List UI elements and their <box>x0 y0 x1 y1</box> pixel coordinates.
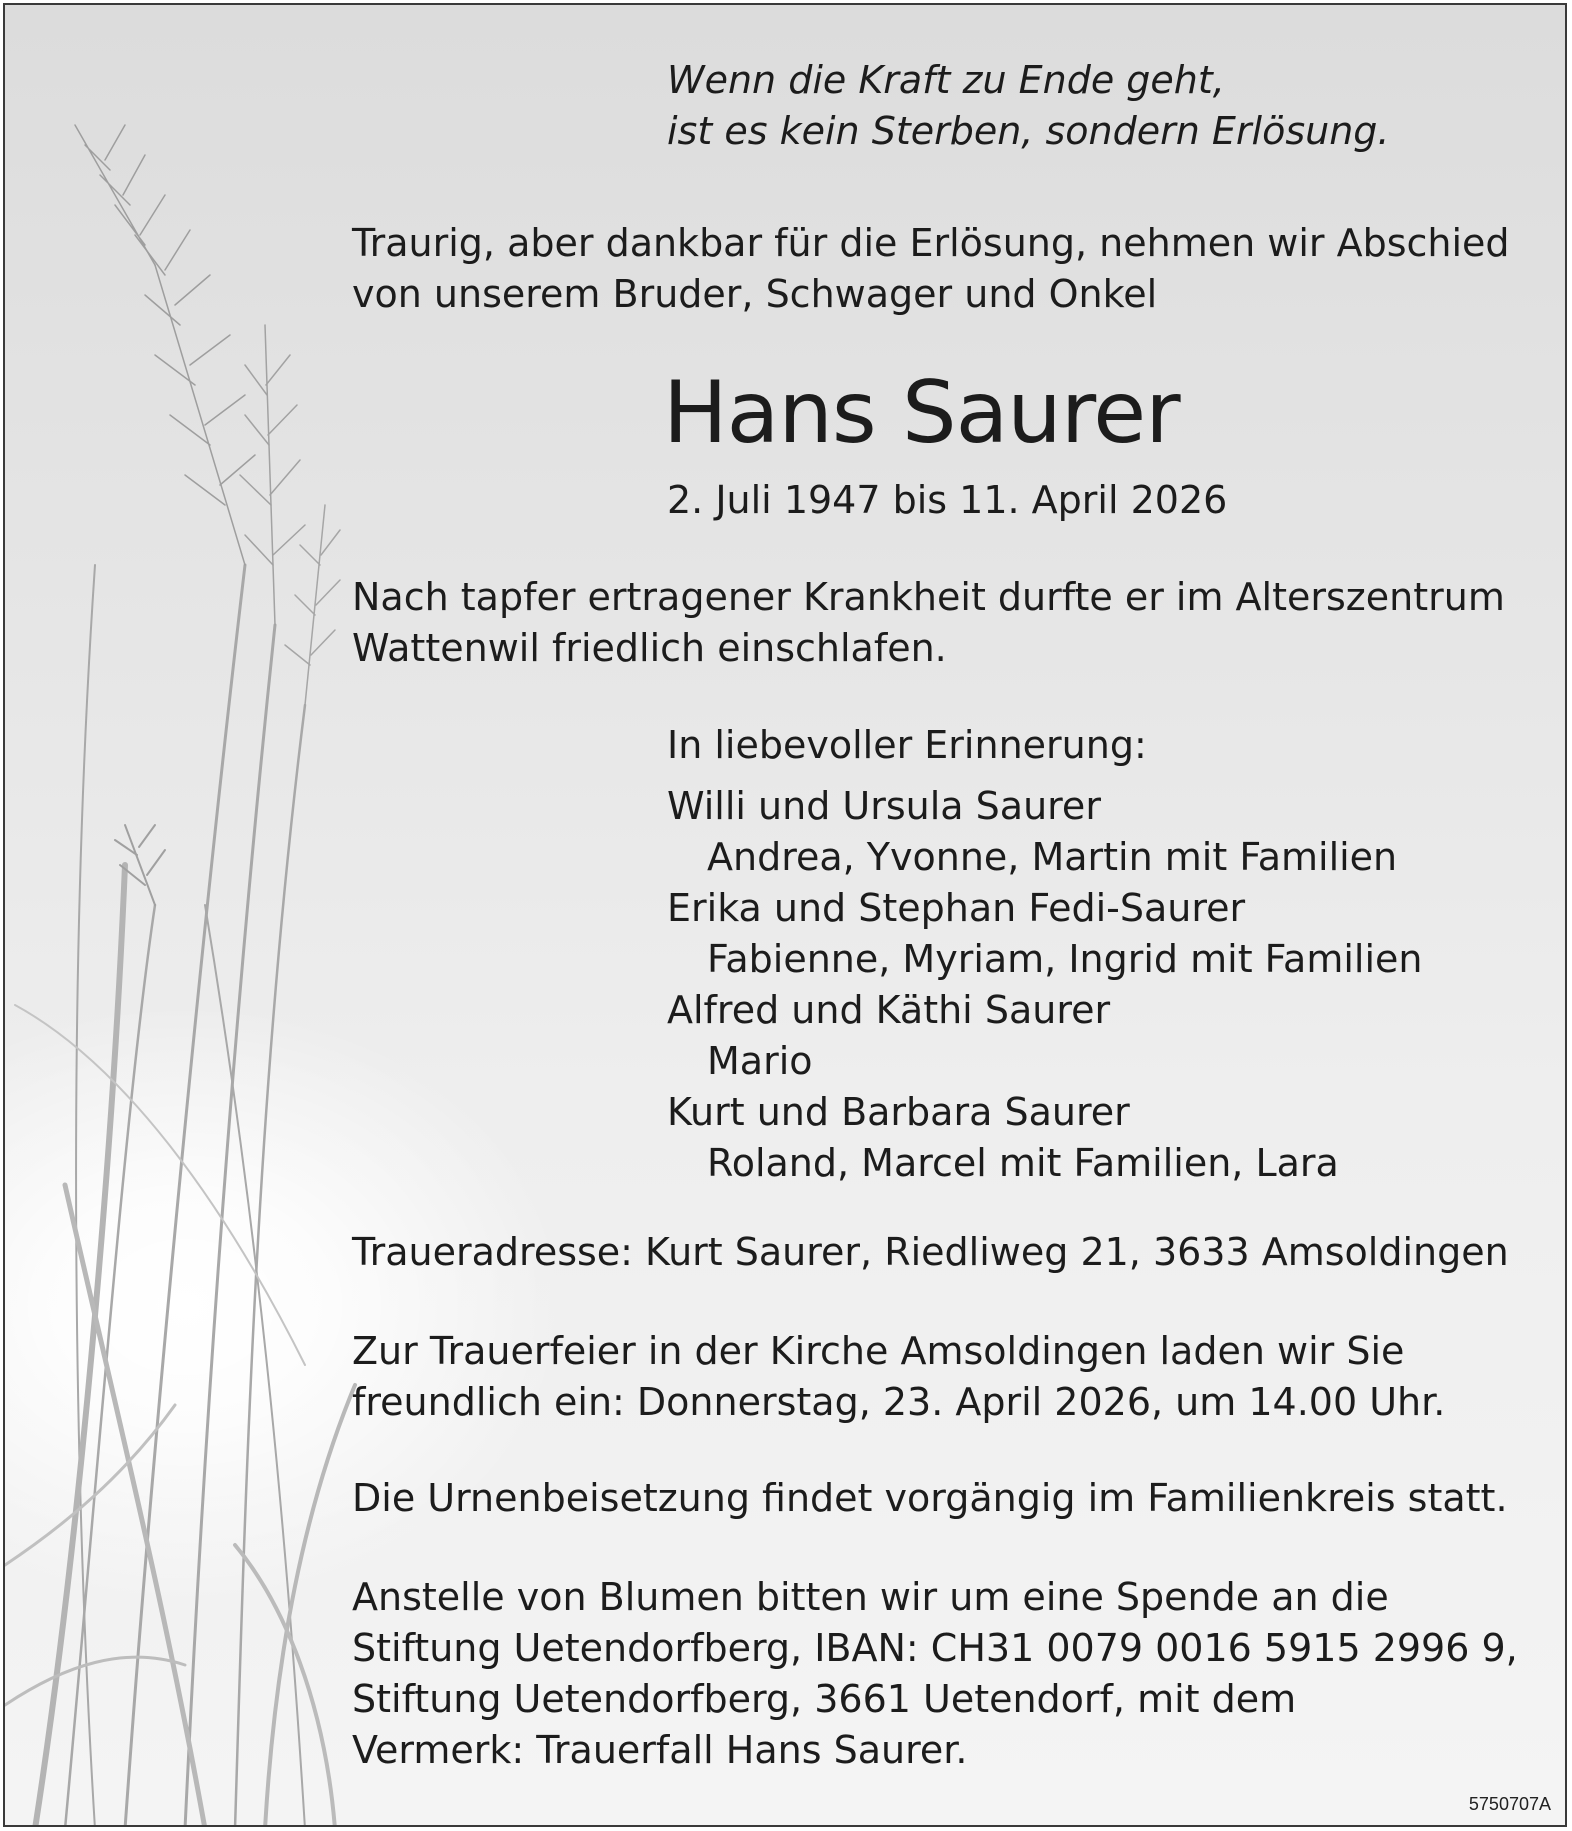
donation-line: Stiftung Uetendorfberg, 3661 Uetendorf, mit dem <box>352 1677 1297 1721</box>
donation-line: Vermerk: Trauerfall Hans Saurer. <box>352 1728 968 1772</box>
family-children: Fabienne, Myriam, Ingrid mit Familien <box>707 937 1423 981</box>
motto-line: ist es kein Sterben, sondern Erlösung. <box>667 109 1390 153</box>
motto <box>667 55 1389 157</box>
service-line: freundlich ein: Donnerstag, 23. April 2026, um 14.00 Uhr. <box>352 1380 1446 1424</box>
family-head: Kurt und Barbara Saurer <box>667 1090 1130 1134</box>
motto-line: Wenn die Kraft zu Ende geht, <box>667 58 1225 102</box>
funeral-service-text <box>352 1326 1445 1428</box>
family-head: Erika und Stephan Fedi-Saurer <box>667 886 1246 930</box>
burial-text: Die Urnenbeisetzung findet vorgängig im Familienkreis statt. <box>352 1476 1508 1520</box>
service-line: Zur Trauerfeier in der Kirche Amsoldingen laden wir Sie <box>352 1329 1405 1373</box>
family-children: Andrea, Yvonne, Martin mit Familien <box>707 835 1398 879</box>
donation-text <box>352 1572 1518 1776</box>
illness-line: Wattenwil friedlich einschlafen. <box>352 626 947 670</box>
family-list <box>667 781 1423 1189</box>
life-dates: 2. Juli 1947 bis 11. April 2026 <box>667 478 1228 522</box>
deceased-name: Hans Saurer <box>663 363 1180 463</box>
memory-heading: In liebevoller Erinnerung: <box>667 723 1147 767</box>
obituary-card <box>3 3 1567 1827</box>
donation-line: Stiftung Uetendorfberg, IBAN: CH31 0079 0016 5915 2996 9, <box>352 1626 1518 1670</box>
intro-line: Traurig, aber dankbar für die Erlösung, nehmen wir Abschied <box>352 221 1510 265</box>
intro-line: von unserem Bruder, Schwager und Onkel <box>352 272 1158 316</box>
family-head: Alfred und Käthi Saurer <box>667 988 1111 1032</box>
mourning-address: Traueradresse: Kurt Saurer, Riedliweg 21, 3633 Amsoldingen <box>352 1230 1509 1274</box>
illness-text <box>352 572 1505 674</box>
family-children: Roland, Marcel mit Familien, Lara <box>707 1141 1339 1185</box>
family-head: Willi und Ursula Saurer <box>667 784 1101 828</box>
family-children: Mario <box>707 1039 813 1083</box>
reference-number: 5750707A <box>1468 1794 1551 1814</box>
donation-line: Anstelle von Blumen bitten wir um eine Spende an die <box>352 1575 1389 1619</box>
illness-line: Nach tapfer ertragener Krankheit durfte er im Alterszentrum <box>352 575 1505 619</box>
intro-text <box>352 218 1510 320</box>
